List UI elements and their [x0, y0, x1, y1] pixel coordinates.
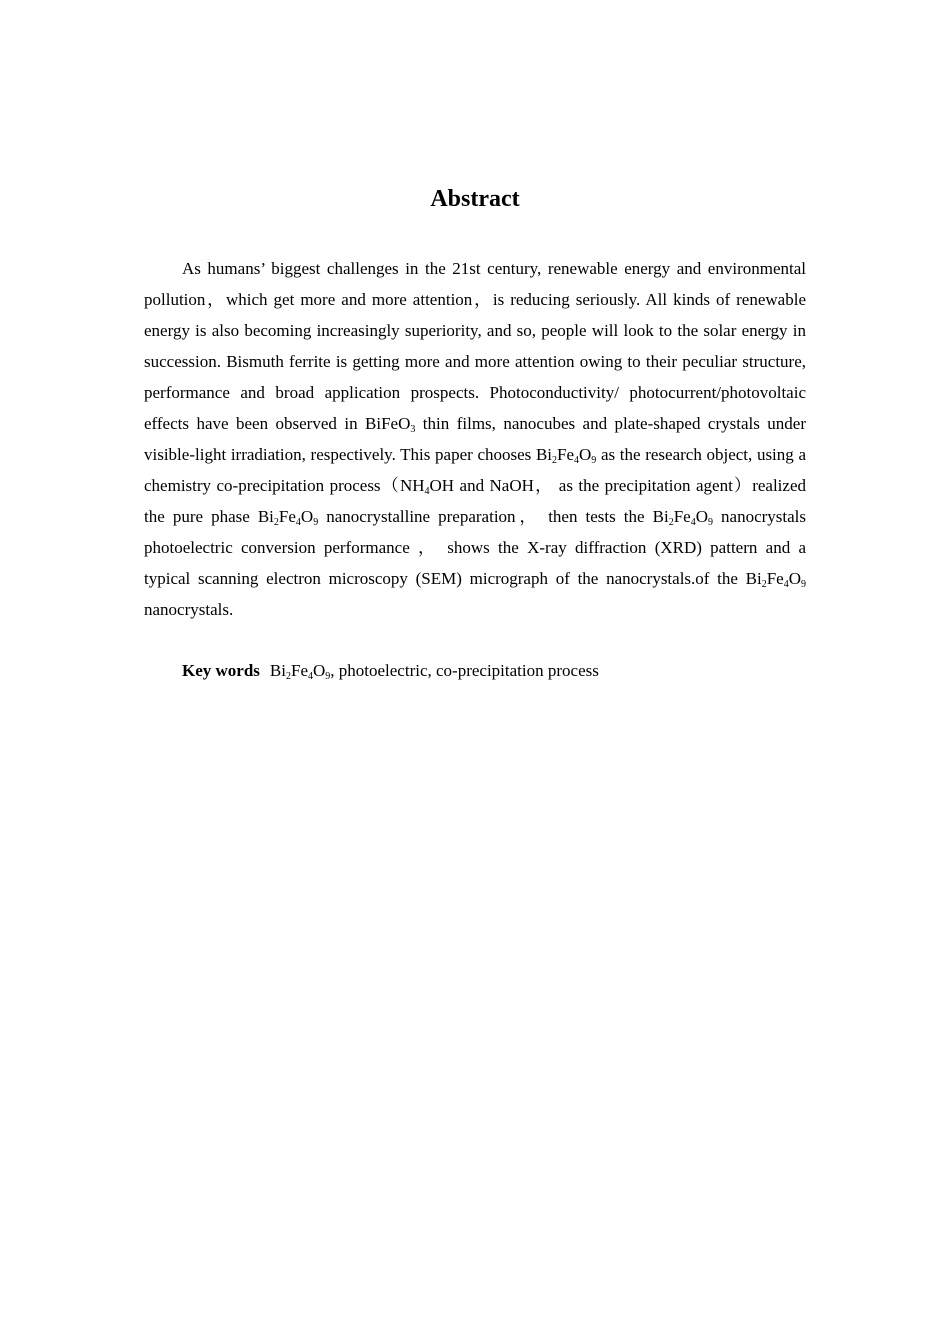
abstract-text-segment: nanocrystals photoelectric conversion performance ， shows the X-ray diffraction (XRD) pattern and a typical scanning electron microscopy (SEM) micrograph of the nanocrystals.of the: [144, 507, 806, 588]
abstract-body: [144, 253, 806, 625]
abstract-text-segment: thin films, nanocubes and plate-shaped crystals under visible-light irradiation, respectively. This paper chooses: [144, 414, 806, 464]
formula-bi2fe4o9: $Bi_2Fe_4O_9$: [269, 661, 331, 682]
keywords-text: , photoelectric, co-precipitation process: [330, 661, 599, 680]
formula-bi2fe4o9: $Bi_2Fe_4O_9$: [535, 445, 597, 466]
abstract-text-segment: nanocrystals.: [144, 600, 234, 619]
abstract-text-segment: as the research object, using a chemistry co-precipitation process（NH: [144, 445, 806, 495]
abstract-title: Abstract: [430, 186, 520, 212]
keywords-line: [182, 655, 806, 686]
keywords-label: Key words: [182, 661, 260, 680]
formula-bi2fe4o9: $Bi_2Fe_4O_9$: [257, 507, 319, 528]
formula-bifeo3: BiFeO$_3$: [365, 414, 416, 435]
abstract-text-segment: nanocrystalline preparation， then tests the: [318, 507, 653, 526]
formula-bi2fe4o9: $Bi_2Fe_4O_9$: [745, 569, 806, 590]
formula-bi2fe4o9: $Bi_2Fe_4O_9$: [652, 507, 713, 528]
abstract-text-segment: OH and NaOH， as the precipitation agent）realized the pure phase: [144, 476, 806, 526]
abstract-text-segment: As humans’ biggest challenges in the 21st century, renewable energy and environmental pollution，which get more and more attention，is reducing seriously. All kinds of renewable energy is also becoming increasingly superiority, and so, people will look to the solar energy in succession. Bismuth ferrite is getting more and more attention owing to their peculiar structure, performance and broad application prospects. Photoconductivity/ photocurrent/photovoltaic effects have been observed in: [144, 259, 806, 433]
nh4-subscript: 4: [424, 486, 430, 497]
